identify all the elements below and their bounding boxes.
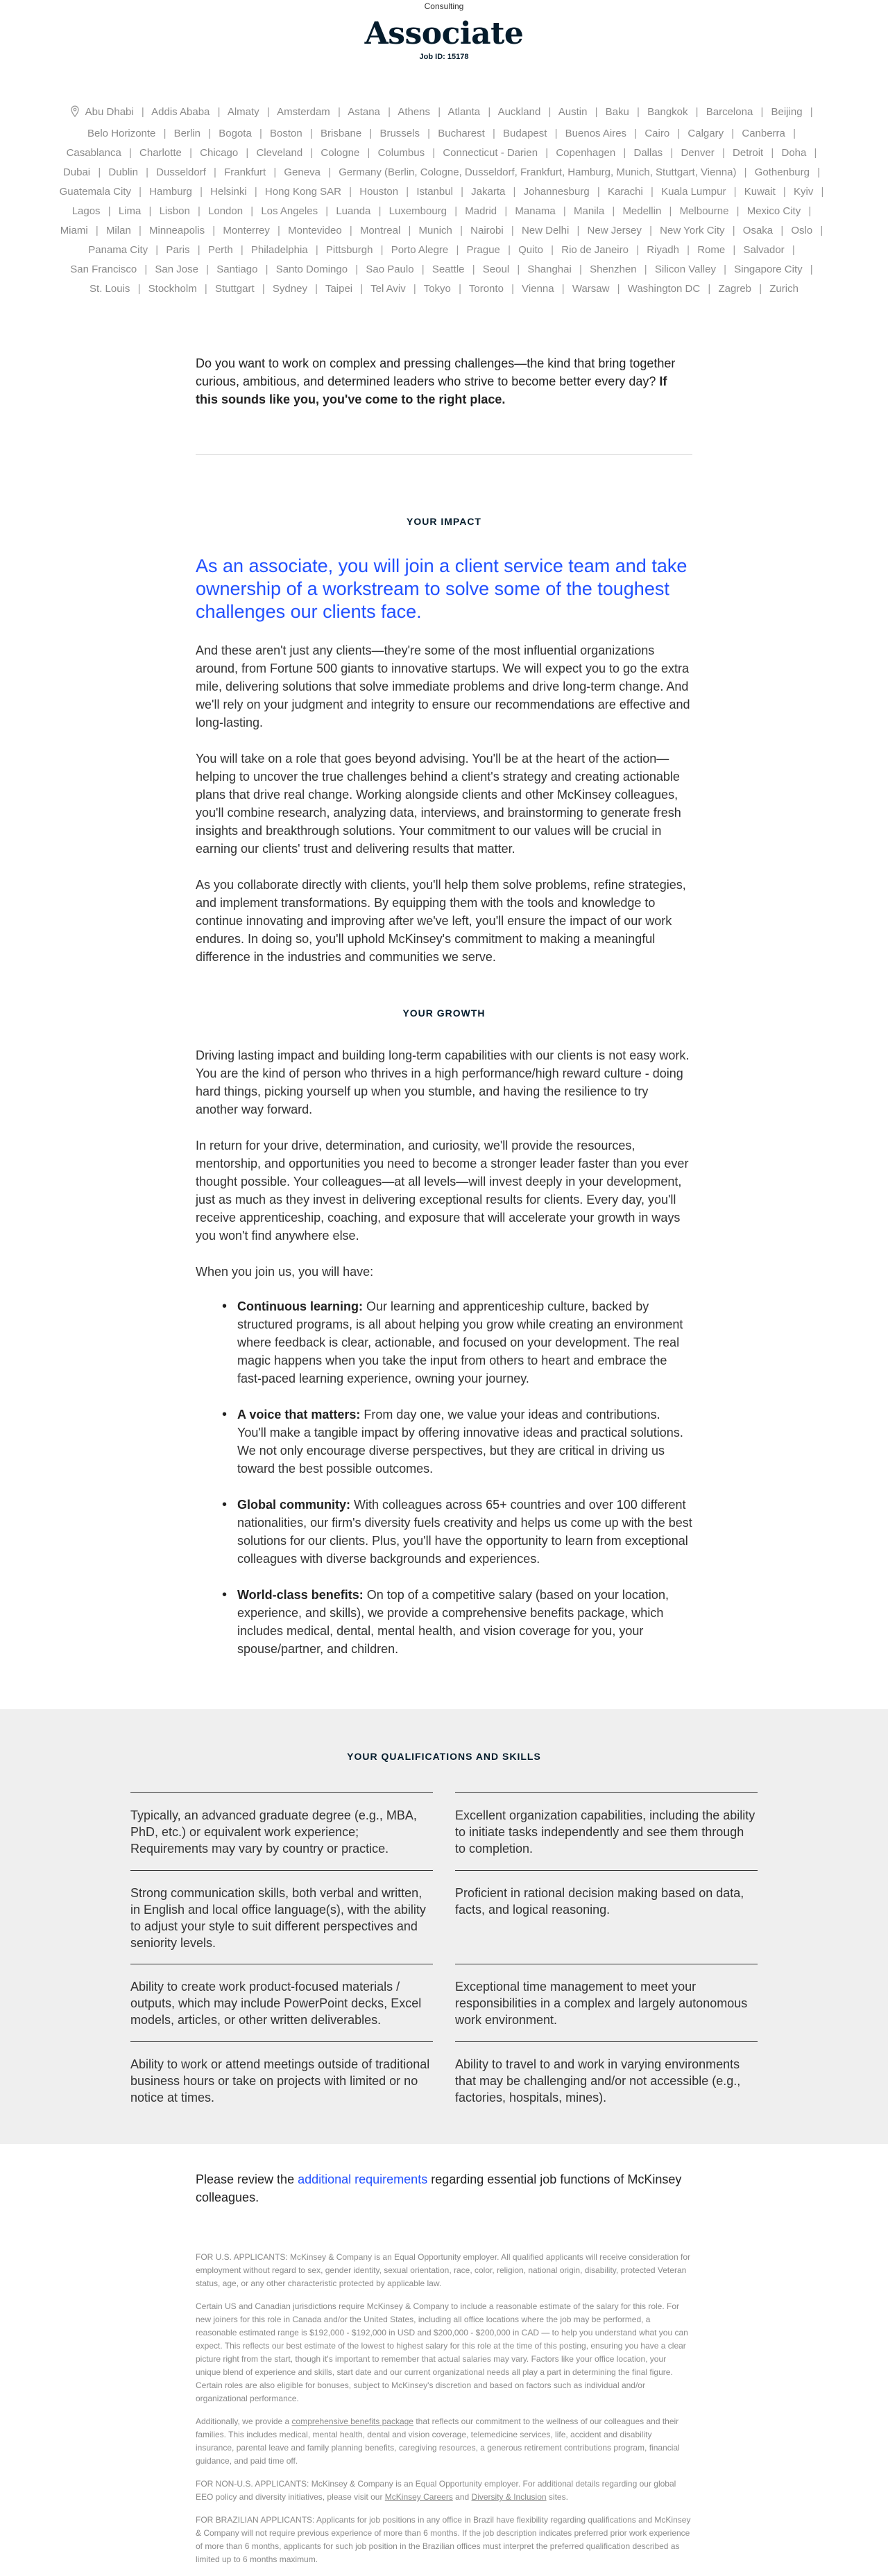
brazil-statement: FOR BRAZILIAN APPLICANTS: Applicants for job positions in any office in Brazil have flexibility regarding qualifications and McKinsey & Company will not require previous experience of more than 6 months. If the job description indicates preferred prior work experience of more than 6 months, applicants for such job position in the Brazilian offices must interpret the preferred qualification described as limited up to 6 months maximum. [196,2515,691,2564]
location-separator: | [459,283,461,295]
location-separator: | [708,283,711,295]
location-separator: | [744,166,747,178]
location-item: Vienna [522,283,554,295]
location-item: Geneva [284,166,321,178]
location-item: Columbus [377,147,425,159]
location-separator: | [561,283,565,295]
location-separator: | [128,147,132,159]
location-item: Monterrey [223,225,270,236]
location-item: Melbourne [679,205,729,217]
job-category: Consulting [424,1,464,11]
location-item: Boston [270,128,302,139]
location-item: London [208,205,244,217]
location-separator: | [736,205,740,217]
location-separator: | [214,166,216,178]
impact-paragraph: As you collaborate directly with clients, you'll help them solve problems, refine strategies, and implement transformations. By equipping them with the tools and knowledge to continue innovating and improving after we've left, you'll ensure the impact of our work endures. In doing so, you'll uphold McKinsey's commitment to making a meaningful difference in the industries and communities we serve. [196,878,686,964]
location-separator: | [315,244,318,256]
location-item: Montreal [359,225,401,236]
location-item: Munich [418,225,452,236]
qualifications-grid [130,1792,758,2119]
location-separator: | [545,147,549,159]
diversity-inclusion-link[interactable]: Diversity & Inclusion [471,2492,547,2502]
location-separator: | [325,205,329,217]
location-item: Atlanta [447,106,481,118]
location-item: Panama City [88,244,148,256]
location-separator: | [810,263,813,275]
benefit-text: With colleagues across 65+ countries and over 100 different nationalities, our firm's diversity fuels creativity and helps us come up with the best solutions for our clients. Plus, you'll have the opportunity to learn from exceptional colleagues with diverse backgrounds and experiences. [237,1498,692,1566]
benefit-text: On top of a competitive salary (based on your location, experience, and skills), we provide a comprehensive benefits package, which includes medical, dental, mental health, and vision coverage for you, your spouse/partner, and children. [237,1588,669,1656]
location-separator: | [367,147,370,159]
location-item: Medellin [622,205,662,217]
legal-text: sites. [546,2492,568,2502]
location-separator: | [200,186,203,198]
location-separator: | [695,106,699,118]
location-item: Istanbul [416,186,453,198]
location-separator: | [548,106,552,118]
location-separator: | [273,166,277,178]
location-item: Sao Paulo [366,263,414,275]
location-separator: | [265,263,268,275]
location-separator: | [644,263,647,275]
location-separator: | [488,106,491,118]
location-separator: | [508,244,511,256]
location-separator: | [369,128,373,139]
location-separator: | [456,244,459,256]
locations-list [59,103,829,299]
location-item: Seoul [482,263,510,275]
location-item: Madrid [465,205,497,217]
location-item: Hamburg [149,186,192,198]
location-item: Tokyo [423,283,451,295]
location-item: Warsaw [572,283,610,295]
location-item: Addis Ababa [151,106,210,118]
location-item: Dublin [108,166,138,178]
location-separator: | [771,147,774,159]
location-separator: | [254,186,257,198]
location-item: Austin [558,106,588,118]
location-separator: | [246,147,249,159]
location-item: Copenhagen [556,147,616,159]
location-item: Jakarta [471,186,506,198]
location-item: Casablanca [66,147,121,159]
location-item: Bogota [219,128,252,139]
location-separator: | [579,263,582,275]
growth-paragraph: When you join us, you will have: [196,1265,374,1279]
location-item: Connecticut - Darien [443,147,538,159]
location-item: Amsterdam [277,106,330,118]
location-item: New Jersey [587,225,642,236]
location-item: Doha [781,147,807,159]
location-pin-icon [70,105,80,124]
job-header [0,0,888,61]
location-item: Taipei [325,283,353,295]
growth-heading: YOUR GROWTH [402,1008,486,1019]
location-item: Germany (Berlin, Cologne, Dusseldorf, Frankfurt, Hamburg, Munich, Stuttgart, Vienna) [339,166,737,178]
legal-text: that reflects our commitment to the wellness of our colleagues and their families. This includes medical, mental health, dental and vision coverage, telemedicine services, life, accident and disability insurance, parental leave and family planning benefits, caregiving resources, a generous retirement contributions program, financial guidance, and paid time off. [196,2417,680,2466]
location-item: Perth [207,244,233,256]
location-item: Lagos [71,205,101,217]
location-separator: | [808,205,812,217]
impact-lead: As an associate, you will join a client service team and take ownership of a workstream to solve some of the toughest challenges our clients face. [196,555,688,622]
location-separator: | [817,166,821,178]
legal-text: and [452,2492,472,2502]
legal-text: Additionally, we provide a [196,2417,292,2426]
qualification-item: Ability to create work product-focused materials / outputs, which may include PowerPoint decks, Excel models, articles, or other written deliverables. [130,1964,433,2041]
location-separator: | [670,147,674,159]
location-separator: | [677,128,681,139]
location-separator: | [636,244,640,256]
location-separator: | [163,128,166,139]
location-separator: | [413,283,416,295]
location-item: Mexico City [746,205,801,217]
location-separator: | [408,225,411,236]
location-item: Auckland [497,106,541,118]
location-separator: | [141,106,144,118]
benefit-text: From day one, we value your ideas and contributions. You'll make a tangible impact by offering innovative ideas and practical solutions. We not only encourage diverse perspectives, but they are critical in driving us toward the best possible outcomes. [237,1408,683,1476]
benefit-item [237,1406,692,1478]
non-us-eeo-statement [196,2478,692,2504]
benefit-title: Continuous learning: [237,1299,363,1313]
qualifications-section [0,1709,888,2144]
location-item: Paris [166,244,190,256]
location-item: Brussels [379,128,420,139]
benefits-list [196,1297,692,1658]
location-separator: | [315,283,318,295]
location-separator: | [793,128,796,139]
location-item: Cologne [321,147,360,159]
location-item: Berlin [173,128,200,139]
location-item: Kyiv [794,186,814,198]
location-separator: | [406,186,409,198]
legal-text: FOR NON-U.S. APPLICANTS: McKinsey & Company is an Equal Opportunity employer. For additional details regarding our global EEO policy and diversity initiatives, please visit our [196,2479,676,2502]
benefit-title: World-class benefits: [237,1588,364,1602]
location-item: Karachi [607,186,643,198]
location-separator: | [95,225,99,236]
salary-statement: Certain US and Canadian jurisdictions require McKinsey & Company to include a reasonable estimate of the salary for this role. For new joiners for this role in Canada and/or the United States, including all office locations where the job may be performed, a reasonable estimated range is $192,000 - $192,000 in USD and $200,000 - $200,000 in CAD — to help you understand what you can expect. This reflects our best estimate of the lowest to highest salary for this role at the time of this posting, ensuring you have a clear picture right from the start, though it's important to remember that actual salaries may vary. Factors like your office location, your unique blend of experience and skills, start date and our current organizational needs all play a part in determining the final figure. Certain roles are also eligible for bonuses, subject to McKinsey's discretion and based on factors such as individual and/or organizational performance. [196,2301,688,2403]
divider [196,454,692,455]
location-item: New York City [660,225,725,236]
location-separator: | [617,283,620,295]
location-item: Charlotte [139,147,182,159]
location-item: Beijing [771,106,803,118]
location-separator: | [810,106,813,118]
location-separator: | [349,186,352,198]
impact-paragraph: And these aren't just any clients—they're some of the most influential organizations around, from Fortune 500 giants to innovative startups. We will expect you to go the extra mile, delivering solutions that solve immediate problems and drive long-term change. And we'll rely on your judgment and integrity to ensure our recommendations are effective and long-lasting. [196,643,690,729]
growth-section [196,1008,692,1658]
location-separator: | [722,147,725,159]
location-separator: | [108,205,111,217]
review-text: Please review the [196,2172,298,2186]
location-separator: | [380,244,384,256]
benefit-item [237,1297,692,1388]
location-item: Rome [697,244,726,256]
qualification-item: Exceptional time management to meet your responsibilities in a complex and largely autonomous work environment. [455,1964,758,2041]
location-separator: | [783,186,786,198]
location-item: Cleveland [256,147,303,159]
location-separator: | [814,147,817,159]
location-item: Toronto [468,283,504,295]
location-separator: | [460,225,463,236]
location-item: Hong Kong SAR [264,186,341,198]
location-item: Kuwait [744,186,776,198]
location-item: Tel Aviv [370,283,406,295]
benefit-title: Global community: [237,1498,351,1512]
location-item: Cairo [644,128,670,139]
location-item: San Francisco [70,263,137,275]
intro-emphasis: If this sounds like you, you've come to the right place. [196,374,667,406]
qualification-item: Typically, an advanced graduate degree (e.g., MBA, PhD, etc.) or equivalent work experience; Requirements may vary by country or practice. [130,1792,433,1870]
location-separator: | [492,128,495,139]
review-requirements [196,2170,692,2206]
location-item: Prague [466,244,500,256]
location-separator: | [138,225,142,236]
location-separator: | [146,166,148,178]
location-item: Porto Alegre [391,244,449,256]
location-separator: | [724,263,727,275]
location-separator: | [360,283,364,295]
location-separator: | [378,205,382,217]
mckinsey-careers-link[interactable]: McKinsey Careers [384,2492,453,2502]
location-item: Athens [398,106,431,118]
qualification-item: Proficient in rational decision making based on data, facts, and logical reasoning. [455,1870,758,1964]
location-item: Miami [60,225,88,236]
intro-body: Do you want to work on complex and pressing challenges—the kind that bring together curious, ambitious, and determined leaders who strive to become better every day? [196,356,676,388]
location-item: Luanda [336,205,371,217]
location-separator: | [820,225,823,236]
location-separator: | [197,244,200,256]
benefit-text: Our learning and apprenticeship culture, backed by structured programs, is all about helping you grow while creating an environment where feedback is clear, actionable, and focused on your development. The real magic happens when you take the input from others to heart and embrace the fast-paced learning experience, owning your journey. [237,1299,683,1385]
location-item: Budapest [503,128,547,139]
location-item: Dallas [633,147,663,159]
us-eeo-statement: FOR U.S. APPLICANTS: McKinsey & Company is an Equal Opportunity employer. All qualified applicants will receive consideration for employment without regard to sex, gender identity, sexual orientation, race, color, religion, national origin, disability, protected Veteran status, age, or any other characteristic protected by applicable law. [196,2252,690,2288]
location-item: Almaty [227,106,259,118]
location-item: Singapore City [734,263,803,275]
location-separator: | [792,244,795,256]
job-title: Associate [364,16,524,51]
location-separator: | [278,225,280,236]
location-item: Lisbon [159,205,190,217]
location-item: Baku [605,106,629,118]
location-separator: | [427,128,431,139]
job-id: Job ID: 15178 [419,53,469,61]
location-separator: | [259,128,262,139]
location-separator: | [551,244,554,256]
location-item: Santo Domingo [275,263,348,275]
location-item: Quito [518,244,543,256]
location-item: Dusseldorf [156,166,206,178]
location-item: Guatemala City [59,186,131,198]
location-separator: | [217,106,221,118]
location-item: San Jose [155,263,198,275]
location-separator: | [98,166,101,178]
location-separator: | [144,263,148,275]
impact-heading: YOUR IMPACT [407,516,481,527]
benefit-title: A voice that matters: [237,1408,361,1421]
location-separator: | [250,205,254,217]
location-separator: | [388,106,391,118]
location-item: Detroit [733,147,764,159]
location-item: Dubai [62,166,91,178]
location-item: Nairobi [470,225,504,236]
location-separator: | [189,147,192,159]
location-item: Astana [348,106,380,118]
location-item: Denver [681,147,715,159]
location-item: Santiago [216,263,258,275]
location-item: Brisbane [321,128,362,139]
location-separator: | [577,225,580,236]
location-item: Canberra [742,128,785,139]
location-item: Calgary [688,128,724,139]
location-separator: | [612,205,615,217]
location-separator: | [421,263,425,275]
benefits-statement [196,2415,692,2468]
location-item: Shanghai [527,263,572,275]
location-separator: | [821,186,824,198]
location-separator: | [454,205,458,217]
location-item: Minneapolis [149,225,205,236]
benefit-item [237,1586,692,1658]
qualifications-heading: YOUR QUALIFICATIONS AND SKILLS [347,1751,541,1762]
location-separator: | [349,225,352,236]
location-separator: | [733,186,737,198]
location-separator: | [155,244,159,256]
impact-paragraph: You will take on a role that goes beyond advising. You'll be at the heart of the action—helping to uncover the true challenges behind a client's strategy and creating actionable plans that drive real change. Working alongside clients and other McKinsey colleagues, you'll combine research, analyzing data, interviews, and brainstorming to generate fresh insights and breakthrough solutions. Your commitment to our values will be crucial in earning our clients' trust and delivering results that matter. [196,752,681,856]
growth-paragraph: Driving lasting impact and building long-term capabilities with our clients is not easy work. You are the kind of person who thrives in a high performance/high reward culture - doing hard things, picking yourself up when you stumble, and having the resilience to try another way forward. [196,1048,690,1116]
location-separator: | [337,106,341,118]
location-separator: | [634,128,638,139]
additional-requirements-link[interactable]: additional requirements [298,2172,428,2186]
location-separator: | [355,263,359,275]
location-separator: | [472,263,475,275]
location-separator: | [139,186,142,198]
location-item: Oslo [791,225,813,236]
location-separator: | [206,263,210,275]
location-item: Osaka [742,225,774,236]
location-item: Silicon Valley [654,263,716,275]
location-separator: | [511,283,514,295]
location-separator: | [212,225,216,236]
location-item: Philadelphia [250,244,308,256]
location-item: Manama [515,205,556,217]
location-separator: | [637,106,640,118]
location-separator: | [432,147,436,159]
location-separator: | [780,225,784,236]
location-item: Montevideo [288,225,342,236]
location-separator: | [197,205,200,217]
location-separator: | [759,283,762,295]
location-item: Stuttgart [214,283,255,295]
qualification-item: Excellent organization capabilities, including the ability to initiate tasks independently and see them through to completion. [455,1792,758,1870]
location-item: Frankfurt [224,166,266,178]
location-separator: | [511,225,514,236]
location-separator: | [554,128,558,139]
intro-text [196,354,692,408]
location-separator: | [204,283,207,295]
location-separator: | [732,225,735,236]
location-separator: | [240,244,244,256]
location-separator: | [650,186,654,198]
benefits-package-link[interactable]: comprehensive benefits package [291,2417,413,2426]
location-item: New Delhi [521,225,570,236]
location-item: Houston [359,186,399,198]
location-item: St. Louis [89,283,130,295]
location-separator: | [623,147,626,159]
location-item: Riyadh [647,244,679,256]
review-text: regarding essential job functions of McKinsey colleagues. [196,2172,682,2204]
location-separator: | [669,205,672,217]
impact-section [196,516,692,966]
location-item: Chicago [200,147,239,159]
location-separator: | [649,225,652,236]
qualification-item: Ability to work or attend meetings outside of traditional business hours or take on projects with limited or no notice at times. [130,2041,433,2119]
location-item: Pittsburgh [325,244,373,256]
location-item: Sydney [272,283,307,295]
location-item: Belo Horizonte [87,128,156,139]
location-item: Manila [574,205,605,217]
location-item: Washington DC [627,283,701,295]
qualification-item: Ability to travel to and work in varying environments that may be challenging and/or not accessible (e.g., factories, hospitals, mines). [455,2041,758,2119]
location-separator: | [310,147,314,159]
location-separator: | [760,106,764,118]
location-item: Zagreb [718,283,752,295]
location-item: Shenzhen [590,263,637,275]
location-separator: | [687,244,690,256]
location-item: Barcelona [706,106,753,118]
growth-paragraph: In return for your drive, determination, and curiosity, we'll provide the resources, mentorship, and opportunities you need to become a stronger leader faster than you ever thought possible. Your colleagues—at all levels—will invest deeply in your development, just as much as they invest in delivering exceptional results for clients. Every day, you'll receive apprenticeship, coaching, and exposure that will accelerate your growth in ways you won't find anywhere else. [196,1139,689,1243]
location-separator: | [563,205,566,217]
location-item: Buenos Aires [565,128,627,139]
location-separator: | [733,244,736,256]
location-separator: | [595,106,598,118]
location-item: Zurich [769,283,799,295]
location-item: Luxembourg [388,205,447,217]
location-item: Milan [105,225,131,236]
location-item: Los Angeles [261,205,318,217]
location-item: Bangkok [647,106,688,118]
location-item: Stockholm [148,283,197,295]
location-item: Bucharest [438,128,485,139]
location-separator: | [597,186,600,198]
location-separator: | [148,205,152,217]
benefit-item [237,1496,692,1568]
location-separator: | [266,106,270,118]
location-separator: | [208,128,212,139]
location-item: Gothenburg [754,166,810,178]
location-separator: | [517,263,520,275]
location-item: Seattle [432,263,465,275]
location-separator: | [438,106,441,118]
legal-disclaimers [196,2251,692,2566]
location-separator: | [513,186,516,198]
location-item: Johannesburg [523,186,590,198]
location-separator: | [262,283,265,295]
location-item: Abu Dhabi [85,106,134,118]
location-separator: | [461,186,463,198]
location-separator: | [731,128,735,139]
location-item: Salvador [743,244,785,256]
location-separator: | [137,283,141,295]
location-separator: | [504,205,508,217]
location-separator: | [309,128,313,139]
location-separator: | [328,166,332,178]
location-item: Kuala Lumpur [661,186,726,198]
location-item: Rio de Janeiro [561,244,629,256]
location-item: Lima [118,205,142,217]
location-item: Helsinki [210,186,247,198]
qualification-item: Strong communication skills, both verbal and written, in English and local office language(s), with the ability to adjust your style to suit different perspectives and seniority levels. [130,1870,433,1964]
